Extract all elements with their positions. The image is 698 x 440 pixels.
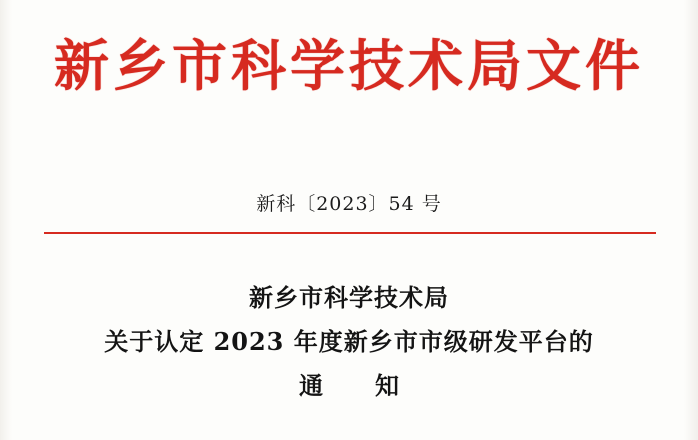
- issuing-body-line: 新乡市科学技术局: [249, 283, 449, 312]
- document-number: 新科〔2023〕54 号: [256, 193, 442, 215]
- document-heading-block: [0, 276, 698, 408]
- red-horizontal-rule: [44, 232, 656, 234]
- masthead-title: 新乡市科学技术局文件: [53, 33, 644, 98]
- subject-line: 关于认定 2023 年度新乡市市级研发平台的: [104, 327, 594, 356]
- notice-word: 通 知: [299, 371, 413, 400]
